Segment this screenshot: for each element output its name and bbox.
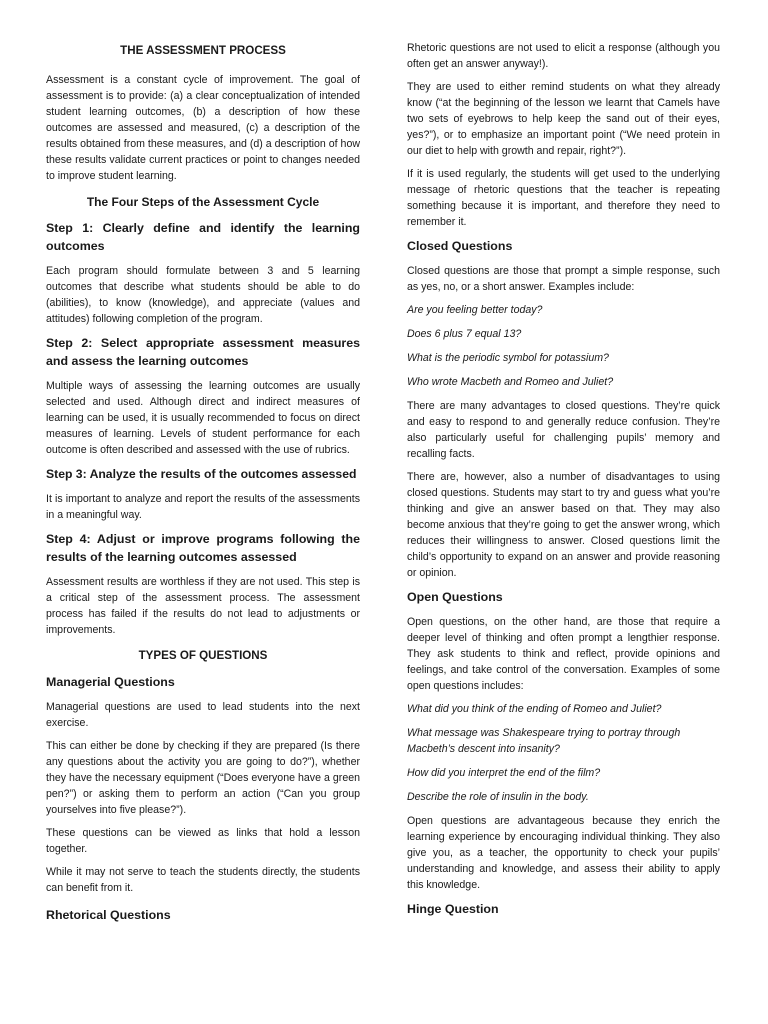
managerial-p4: While it may not serve to teach the students directly, the students can benefit from it. <box>46 866 360 894</box>
open-example-3: How did you interpret the end of the film? <box>407 767 601 779</box>
rhetorical-p1: Rhetoric questions are not used to elicit a response (although you often get an answer anyway!). <box>407 42 720 70</box>
open-example-2: What message was Shakespeare trying to portray through Macbeth’s descent into insanity? <box>407 727 681 755</box>
rhetorical-p2: They are used to either remind students on what they already know (“at the beginning of the lesson we learnt that Camels have two sets of eyebrows to help keep the sand out of their eyes, yes?”), or to emphasize an important point (“We need protein in our diet to help with growth and repair, right?”). <box>407 81 720 157</box>
rhetorical-heading: Rhetorical Questions <box>46 908 171 922</box>
closed-example-3: What is the periodic symbol for potassium? <box>407 352 609 364</box>
step2-text: Multiple ways of assessing the learning outcomes are usually selected and used. Although direct and indirect measures of learning can be used, it is usually recommended to focus on direct measures of learning. Levels of student performance for each outcome is often described and assessed with the use of rubrics. <box>46 380 360 456</box>
page-title: THE ASSESSMENT PROCESS <box>120 44 286 57</box>
open-example-1: What did you think of the ending of Romeo and Juliet? <box>407 703 662 715</box>
left-column <box>46 40 360 932</box>
managerial-p1: Managerial questions are used to lead students into the next exercise. <box>46 701 360 729</box>
rhetorical-p3: If it is used regularly, the students will get used to the underlying message of rhetoric questions that the teacher is repeating something because it is important, and therefore they need to remember it. <box>407 168 720 228</box>
closed-p1: Closed questions are those that prompt a simple response, such as yes, no, or a short answer. Examples include: <box>407 265 720 293</box>
open-p1: Open questions, on the other hand, are those that require a deeper level of thinking and often prompt a lengthier response. They ask students to think and reflect, provide opinions and feelings, and take control of the conversation. Examples of some open questions includes: <box>407 616 720 692</box>
closed-example-2: Does 6 plus 7 equal 13? <box>407 328 522 340</box>
intro-paragraph: Assessment is a constant cycle of improvement. The goal of assessment is to provide: (a) a clear conceptualization of intended student learning outcomes, (b) a description of how these outcomes are assessed and measured, (c) a description of the results obtained from these measures, and (d) a description of how these results validate current practices or point to changes needed to improve student learning. <box>46 74 360 182</box>
step4-text: Assessment results are worthless if they are not used. This step is a critical step of the assessment process. The assessment process has failed if the results do not lead to adjustments or improvements. <box>46 576 360 636</box>
open-example-4: Describe the role of insulin in the body. <box>407 791 589 803</box>
step1-text: Each program should formulate between 3 and 5 learning outcomes that describe what students should be able to do (abilities), to know (knowledge), and appreciate (values and attitudes) following completion of the program. <box>46 265 360 325</box>
step3-text: It is important to analyze and report the results of the assessments in a meaningful way. <box>46 493 360 521</box>
step1-heading: Step 1: Clearly define and identify the learning outcomes <box>46 221 360 253</box>
closed-p3: There are, however, also a number of disadvantages to using closed questions. Students may start to try and guess what you’re thinking and give an answer based on that. They may also become anxious that they’re going to get the answer wrong, which reduces their willingness to answer. Closed questions limit the child’s opportunity to expand on an answer and provide reasoning or opinion. <box>407 471 720 579</box>
cycle-heading: The Four Steps of the Assessment Cycle <box>86 195 320 209</box>
managerial-p3: These questions can be viewed as links that hold a lesson together. <box>46 827 360 855</box>
closed-example-1: Are you feeling better today? <box>407 304 543 316</box>
types-heading: TYPES OF QUESTIONS <box>138 649 268 662</box>
right-column <box>407 40 720 926</box>
open-heading: Open Questions <box>407 590 503 604</box>
closed-p2: There are many advantages to closed questions. They’re quick and easy to respond to and generally reduce confusion. They’re also particularly useful for challenging pupils’ memory and recalling facts. <box>407 400 720 460</box>
step3-heading: Step 3: Analyze the results of the outcomes assessed <box>46 467 357 481</box>
closed-example-4: Who wrote Macbeth and Romeo and Juliet? <box>407 376 614 388</box>
step2-heading: Step 2: Select appropriate assessment measures and assess the learning outcomes <box>46 336 360 368</box>
step4-heading: Step 4: Adjust or improve programs following the results of the learning outcomes assessed <box>46 532 360 564</box>
managerial-heading: Managerial Questions <box>46 675 175 689</box>
closed-heading: Closed Questions <box>407 239 513 253</box>
hinge-heading: Hinge Question <box>407 902 499 916</box>
managerial-p2: This can either be done by checking if they are prepared (Is there any questions about the activity you are going to do?”), whether they have the necessary equipment (“Does everyone have a green pen?”) or asking them to perform an action (“Can you group yourselves into five please?”). <box>46 740 360 816</box>
open-p2: Open questions are advantageous because they enrich the learning experience by encouraging individual thinking. They also give you, as a teacher, the opportunity to check your pupils’ understanding and knowledge, and assess their ability to apply this knowledge. <box>407 815 720 891</box>
